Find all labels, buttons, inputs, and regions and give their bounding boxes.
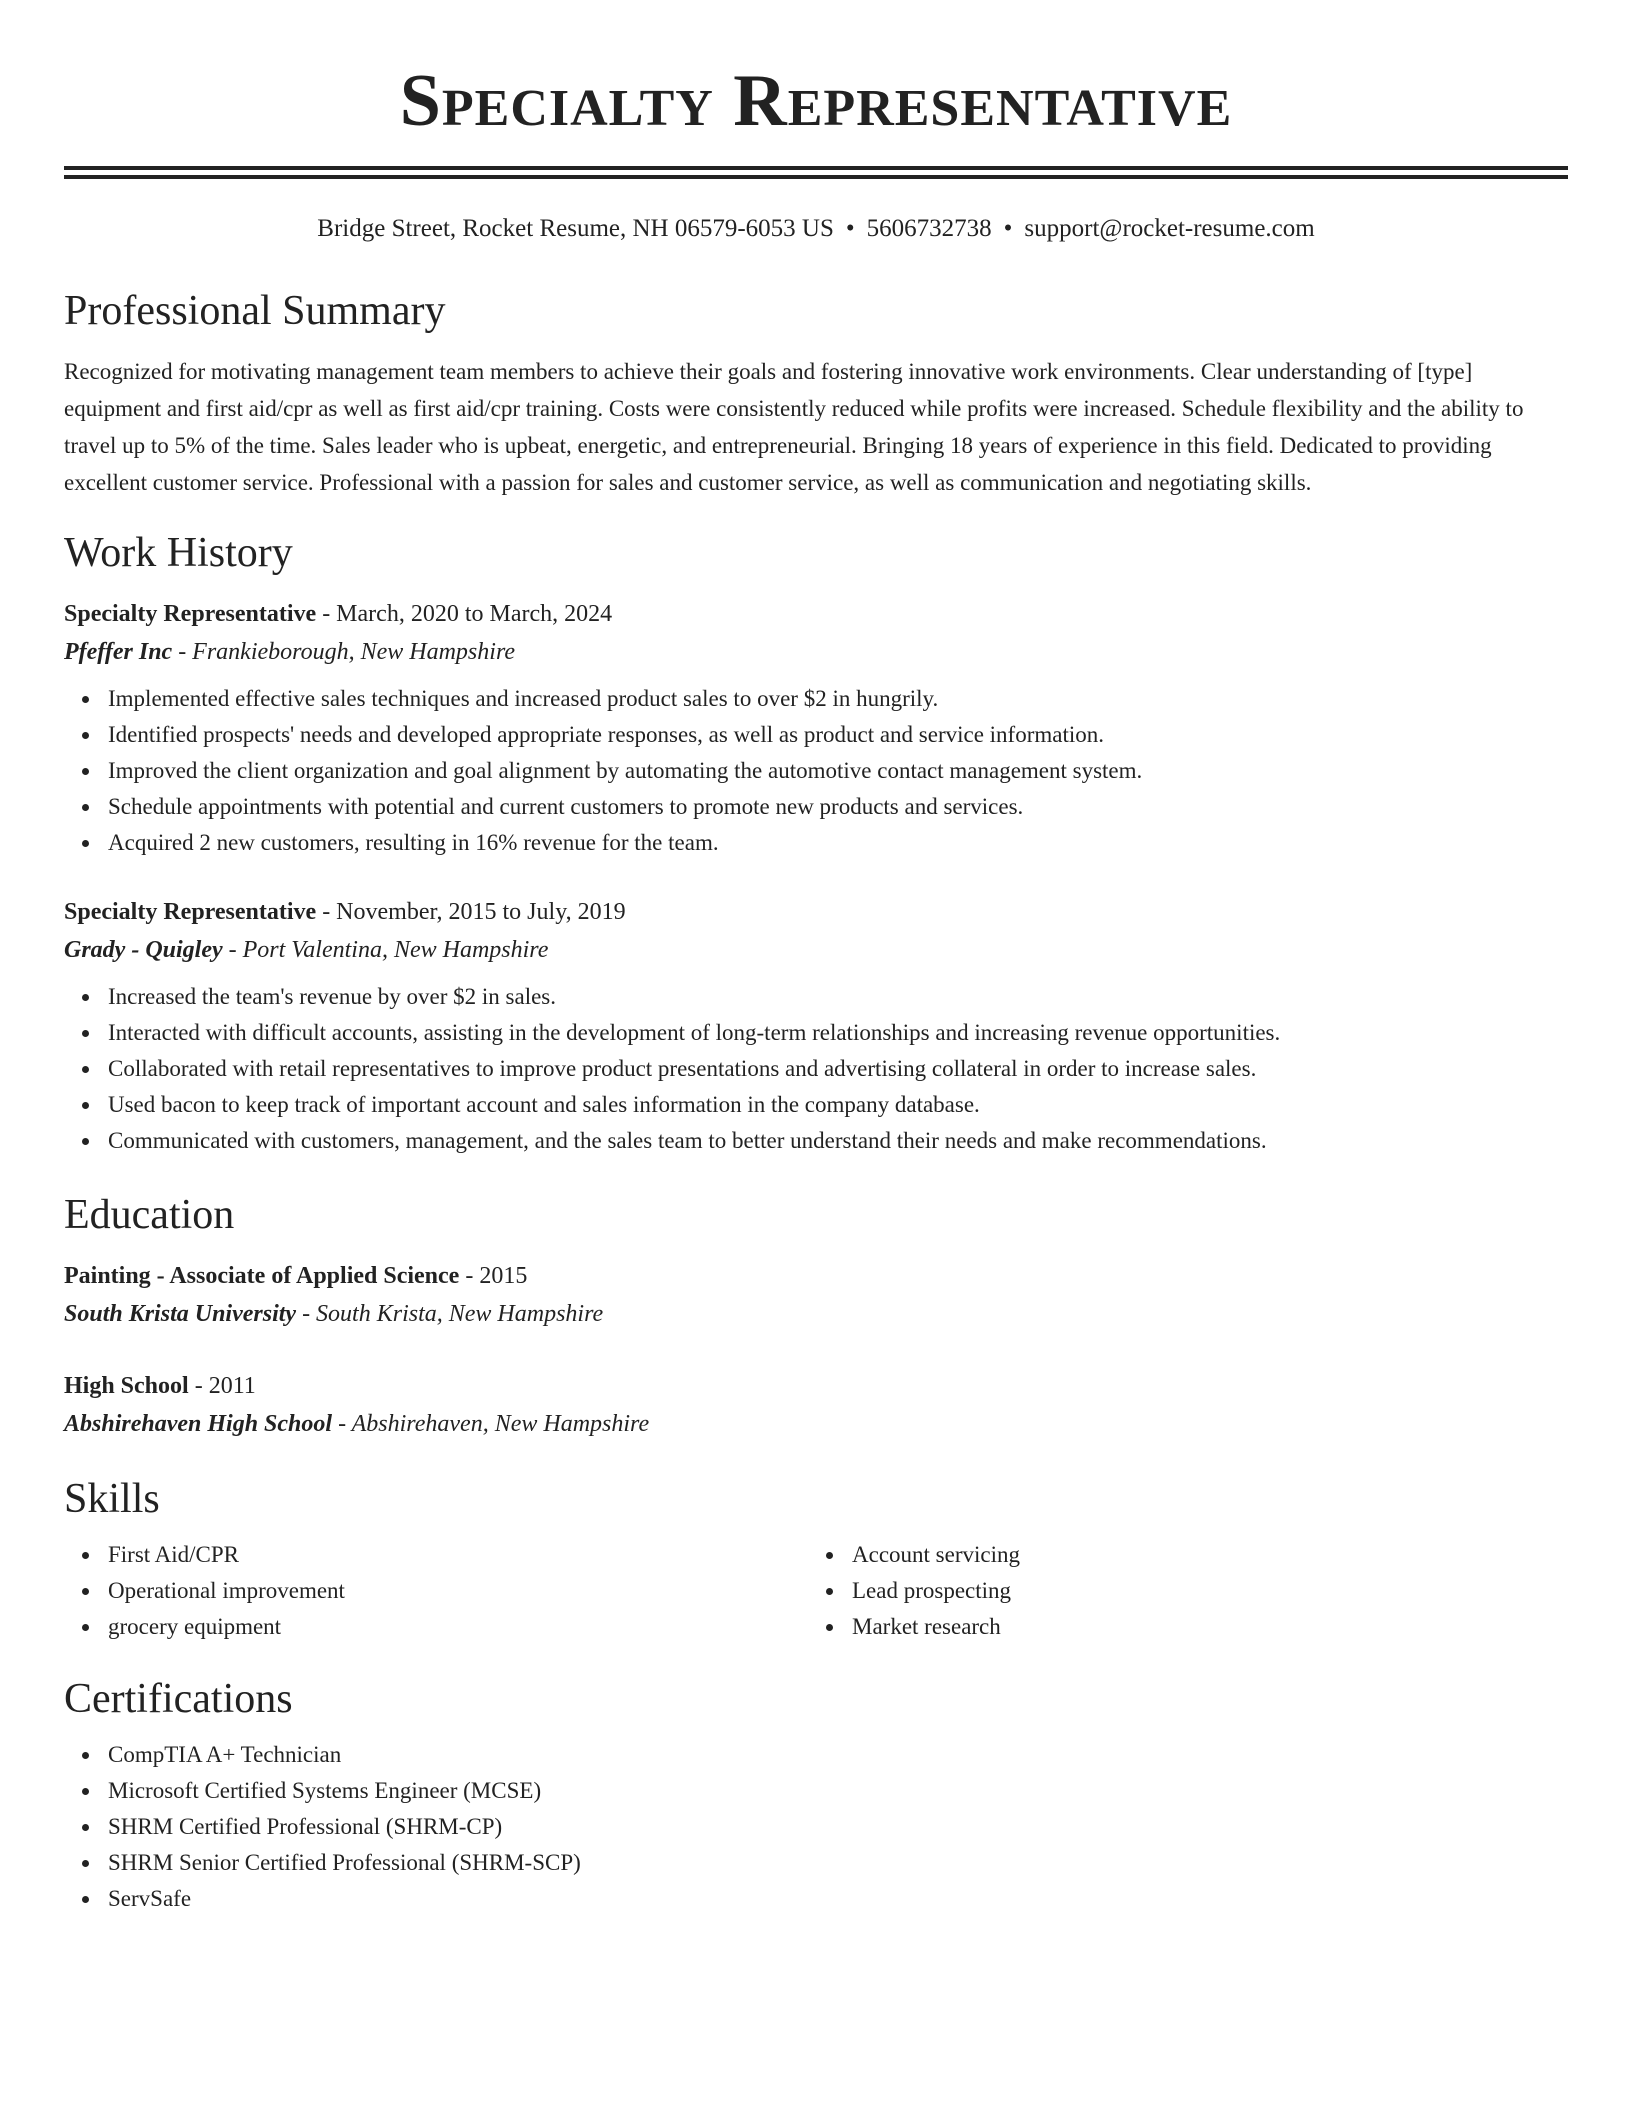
header-rule-top (64, 166, 1568, 170)
skill-item: Lead prospecting (852, 1573, 1552, 1609)
job-dates: - March, 2020 to March, 2024 (316, 601, 613, 627)
education-heading: Education (64, 1192, 235, 1238)
job-title: Specialty Representative (64, 601, 317, 627)
job-entry (64, 893, 1568, 1159)
skill-item: Account servicing (852, 1537, 1552, 1573)
contact-separator: • (1003, 215, 1013, 242)
work-history-heading: Work History (64, 530, 293, 576)
education-location: - Abshirehaven, New Hampshire (332, 1411, 650, 1437)
job-location: - Port Valentina, New Hampshire (222, 937, 549, 963)
job-entry (64, 595, 1568, 861)
contact-email: support@rocket-resume.com (1024, 215, 1315, 242)
education-school: South Krista University (64, 1301, 297, 1327)
job-dates: - November, 2015 to July, 2019 (316, 899, 626, 925)
job-employer-line (64, 633, 1568, 671)
education-entry (64, 1257, 1568, 1333)
job-title: Specialty Representative (64, 899, 317, 925)
list-item: Increased the team's revenue by over $2 in sales. (108, 979, 1568, 1015)
certification-item: Microsoft Certified Systems Engineer (MCSE) (108, 1773, 1568, 1809)
job-employer-line (64, 931, 1568, 969)
education-year: - 2015 (459, 1263, 528, 1289)
job-company: Grady - Quigley (64, 937, 223, 963)
contact-address: Bridge Street, Rocket Resume, NH 06579-6053 US (317, 215, 834, 242)
job-bullet-list (64, 681, 1568, 861)
education-degree: High School (64, 1373, 189, 1399)
certifications-list (64, 1737, 1568, 1917)
summary-text: Recognized for motivating management team members to achieve their goals and fostering innovative work environments. Clear understanding of [type] equipment and first aid/cpr as well as first aid/cpr training. Costs were consistently reduced while profits were increased. Schedule flexibility and the ability to travel up to 5% of the time. Sales leader who is upbeat, energetic, and entrepreneurial. Bringing 18 years of experience in this field. Dedicated to providing excellent customer service. Professional with a passion for sales and customer service, as well as communication and negotiating skills. (64, 359, 1524, 495)
skill-item: First Aid/CPR (108, 1537, 808, 1573)
education-school-line (64, 1405, 1568, 1443)
contact-phone: 5606732738 (866, 215, 992, 242)
education-degree: Painting - Associate of Applied Science (64, 1263, 460, 1289)
job-header (64, 595, 1568, 633)
skill-item: Market research (852, 1609, 1552, 1645)
list-item: Collaborated with retail representatives to improve product presentations and advertising collateral in order to increase sales. (108, 1051, 1568, 1087)
summary-heading: Professional Summary (64, 288, 446, 334)
resume-name-title: Specialty Representative (399, 60, 1233, 142)
list-item: Improved the client organization and goal alignment by automating the automotive contact management system. (108, 753, 1568, 789)
list-item: Used bacon to keep track of important account and sales information in the company database. (108, 1087, 1568, 1123)
job-bullet-list (64, 979, 1568, 1159)
list-item: Interacted with difficult accounts, assisting in the development of long-term relationships and increasing revenue opportunities. (108, 1015, 1568, 1051)
contact-separator: • (845, 215, 855, 242)
skills-section (64, 1473, 1568, 1645)
resume-page (64, 0, 1568, 1917)
list-item: Implemented effective sales techniques and increased product sales to over $2 in hungrily. (108, 681, 1568, 717)
skills-list-right (808, 1537, 1552, 1645)
skills-list-left (64, 1537, 808, 1645)
skill-item: Operational improvement (108, 1573, 808, 1609)
list-item: Acquired 2 new customers, resulting in 16% revenue for the team. (108, 825, 1568, 861)
education-year: - 2011 (188, 1373, 256, 1399)
header-rule-bottom (64, 175, 1568, 179)
education-header (64, 1257, 1568, 1295)
certifications-section (64, 1673, 1568, 1917)
skill-item: grocery equipment (108, 1609, 808, 1645)
work-history-section (64, 527, 1568, 1159)
job-header (64, 893, 1568, 931)
education-entry (64, 1367, 1568, 1443)
list-item: Identified prospects' needs and developed appropriate responses, as well as product and service information. (108, 717, 1568, 753)
certification-item: SHRM Senior Certified Professional (SHRM-SCP) (108, 1845, 1568, 1881)
job-location: - Frankieborough, New Hampshire (172, 639, 516, 665)
job-company: Pfeffer Inc (64, 639, 173, 665)
certification-item: CompTIA A+ Technician (108, 1737, 1568, 1773)
list-item: Communicated with customers, management, and the sales team to better understand their needs and make recommendations. (108, 1123, 1568, 1159)
certification-item: ServSafe (108, 1881, 1568, 1917)
summary-section (64, 285, 1568, 501)
contact-line (64, 213, 1568, 245)
education-school-line (64, 1295, 1568, 1333)
education-school: Abshirehaven High School (64, 1411, 333, 1437)
education-location: - South Krista, New Hampshire (296, 1301, 604, 1327)
skills-heading: Skills (64, 1476, 160, 1522)
education-header (64, 1367, 1568, 1405)
certification-item: SHRM Certified Professional (SHRM-CP) (108, 1809, 1568, 1845)
education-section (64, 1189, 1568, 1443)
skills-grid (64, 1537, 1568, 1645)
list-item: Schedule appointments with potential and current customers to promote new products and services. (108, 789, 1568, 825)
certifications-heading: Certifications (64, 1676, 293, 1722)
